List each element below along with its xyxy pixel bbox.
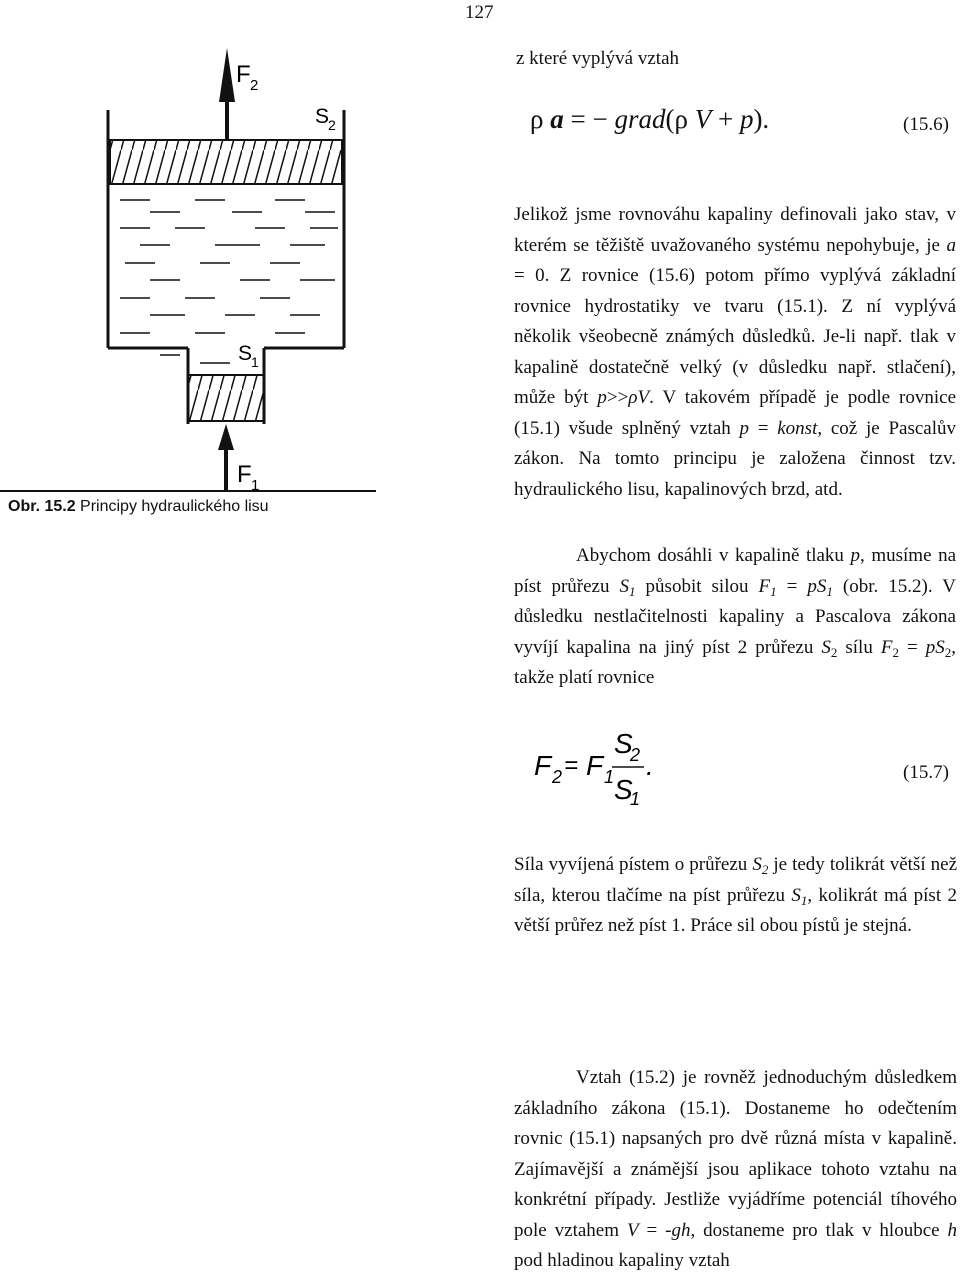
equation-15-7 [534,725,684,813]
label-f2 [236,61,258,94]
force-arrow-f2 [219,48,235,140]
svg-text:1: 1 [630,789,641,805]
svg-text:1: 1 [251,354,259,370]
equation-number-15-6: (15.6) [903,114,949,135]
svg-text:S: S [238,342,253,365]
paragraph-2: Abychom dosáhli v kapalině tlaku p, musíme na píst průřezu $S_1$ působit silou $F_1 = pS_1$ (obr. 15.2). V důsledku nestlačitelnosti kapaliny a Pascalova zákona vyvíjí kapalina na jiný píst 2 průřezu $S_2$ sílu $F_2 = pS_2$, takže platí rovnice [514,545,957,688]
liquid-dashes [120,200,338,363]
equation-15-6: ρ a = − grad(ρ V + p). [530,104,770,134]
svg-text:.: . [646,750,654,781]
svg-text:F: F [236,61,251,88]
bottom-piston [188,375,264,421]
svg-text:F: F [237,461,252,488]
paragraph-3: Síla vyvíjená pístem o průřezu $S_2$ je tedy tolikrát větší než síla, kterou tlačíme na píst průřezu $S_1$, kolikrát má píst 2 větší průřez než píst 1. Práce sil obou pístů je stejná. [514,854,957,936]
svg-text:=: = [564,752,579,779]
figure-caption: Obr. 15.2 Principy hydraulického lisu [8,498,269,515]
svg-text:2: 2 [250,77,259,94]
svg-text:F: F [534,750,552,781]
equation-number-15-7: (15.7) [903,762,949,783]
svg-text:2: 2 [630,745,641,765]
label-f1 [237,461,259,494]
page-number: 127 [465,2,494,23]
svg-text:S: S [614,728,633,759]
equation-15-7-graphic [534,725,684,805]
intro-text: z které vyplývá vztah [516,48,680,69]
svg-text:1: 1 [251,477,260,494]
svg-text:S: S [614,774,633,805]
svg-text:F: F [586,750,604,781]
paragraph-4: Vztah (15.2) je rovněž jednoduchým důsledkem základního zákona (15.1). Dostaneme ho odečtením rovnic (15.1) napsaných pro dvě různá místa v kapalině. Zajímavější a známější jsou aplikace tohoto vztahu na konkrétní případy. Jestliže vyjádříme potenciál tíhového pole vztahem V = -gh, dostaneme pro tlak v hloubce h pod hladinou kapaliny vztah [514,1067,957,1271]
top-piston [110,140,342,184]
hydraulic-press-figure [0,30,390,510]
svg-text:2: 2 [328,117,336,133]
label-s1 [238,342,259,370]
svg-text:2: 2 [552,767,563,787]
svg-text:1: 1 [604,767,615,787]
force-arrow-f1 [218,424,234,490]
paragraph-1: Jelikož jsme rovnováhu kapaliny definovali jako stav, v kterém se těžiště uvažovaného systému nepohybuje, je a = 0. Z rovnice (15.6) potom přímo vyplývá základní rovnice hydrostatiky ve tvaru (15.1). Z ní vyplývá několik všeobecně známých důsledků. Je-li např. tlak v kapalině dostatečně velký (v důsledku např. stlačení), může být p>>ρV. V takovém případě je podle rovnice (15.1) všude splněný vztah p = konst, což je Pascalův zákon. Na tomto principu je založena činnost tzv. hydraulického lisu, kapalinových brzd, atd. [514,204,956,500]
label-s2 [315,105,336,133]
svg-text:S: S [315,105,330,128]
